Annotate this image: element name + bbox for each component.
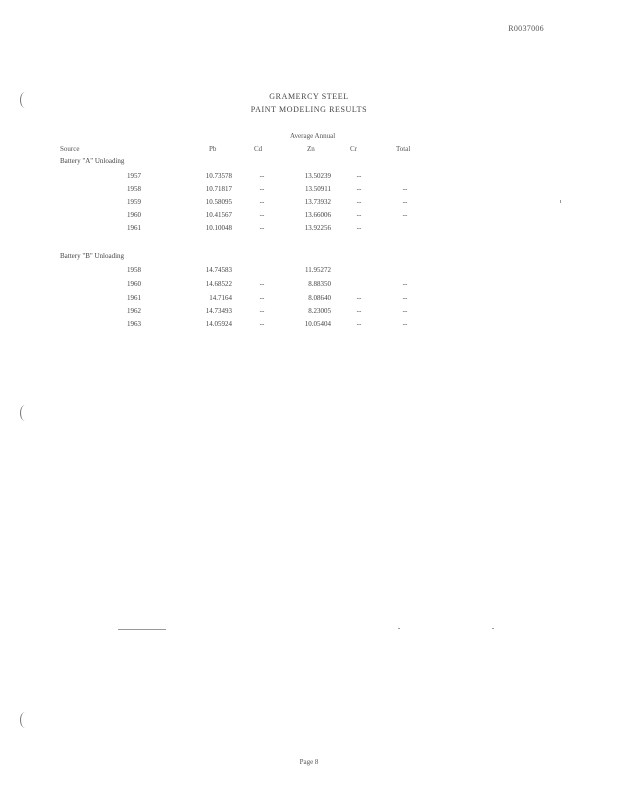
row-total: -- xyxy=(402,320,408,328)
title-line-1: GRAMERCY STEEL xyxy=(269,92,349,101)
row-cr: -- xyxy=(356,211,362,219)
row-zn: 13.66006 xyxy=(304,211,331,219)
row-zn: 13.73932 xyxy=(304,198,331,206)
row-pb: 14.74583 xyxy=(205,266,232,274)
column-header-zn: Zn xyxy=(307,145,315,153)
row-year: 1960 xyxy=(127,280,141,288)
row-total: -- xyxy=(402,198,408,206)
row-cd: -- xyxy=(259,307,265,315)
row-cr: -- xyxy=(356,172,362,180)
row-pb: 14.73493 xyxy=(205,307,232,315)
row-cd: -- xyxy=(259,198,265,206)
row-cr: -- xyxy=(356,185,362,193)
row-pb: 10.73578 xyxy=(205,172,232,180)
row-year: 1962 xyxy=(127,307,141,315)
scan-speck xyxy=(398,628,400,629)
row-zn: 8.08640 xyxy=(308,294,331,302)
row-pb: 14.68522 xyxy=(205,280,232,288)
binder-hole-mark xyxy=(20,712,30,728)
row-year: 1959 xyxy=(127,198,141,206)
row-cr: -- xyxy=(356,320,362,328)
row-year: 1961 xyxy=(127,224,141,232)
row-cr: -- xyxy=(356,294,362,302)
row-pb: 14.7164 xyxy=(209,294,232,302)
column-header-source: Source xyxy=(60,145,80,153)
row-year: 1961 xyxy=(127,294,141,302)
row-zn: 10.05404 xyxy=(304,320,331,328)
row-cr: -- xyxy=(356,224,362,232)
row-cd: -- xyxy=(259,185,265,193)
row-cd: -- xyxy=(259,320,265,328)
row-total: -- xyxy=(402,294,408,302)
row-pb: 10.41567 xyxy=(205,211,232,219)
group-label-battery-a: Battery "A" Unloading xyxy=(60,157,125,165)
row-year: 1963 xyxy=(127,320,141,328)
row-zn: 13.92256 xyxy=(304,224,331,232)
row-zn: 13.50239 xyxy=(304,172,331,180)
row-zn: 8.88350 xyxy=(308,280,331,288)
row-year: 1958 xyxy=(127,266,141,274)
row-total: -- xyxy=(402,211,408,219)
page-number: Page 8 xyxy=(299,758,319,766)
row-year: 1960 xyxy=(127,211,141,219)
scan-speck xyxy=(492,628,494,629)
column-group-header: Average Annual xyxy=(290,132,336,140)
scan-speck xyxy=(560,200,561,203)
row-cd: -- xyxy=(259,172,265,180)
row-cd: -- xyxy=(259,224,265,232)
group-label-battery-b: Battery "B" Unloading xyxy=(60,252,125,260)
scan-speck xyxy=(118,629,166,630)
row-cd: -- xyxy=(259,280,265,288)
row-pb: 10.58095 xyxy=(205,198,232,206)
title-line-2: PAINT MODELING RESULTS xyxy=(250,105,368,114)
row-year: 1957 xyxy=(127,172,141,180)
row-pb: 10.10048 xyxy=(205,224,232,232)
row-cr: -- xyxy=(356,198,362,206)
row-zn: 11.95272 xyxy=(305,266,331,274)
row-total: -- xyxy=(402,185,408,193)
column-header-cd: Cd xyxy=(254,145,263,153)
row-zn: 8.23005 xyxy=(308,307,331,315)
row-year: 1958 xyxy=(127,185,141,193)
document-id: R0037006 xyxy=(508,24,544,33)
column-header-cr: Cr xyxy=(350,145,357,153)
column-header-pb: Pb xyxy=(209,145,217,153)
binder-hole-mark xyxy=(20,405,30,421)
row-cd: -- xyxy=(259,211,265,219)
binder-hole-mark xyxy=(20,92,30,108)
row-cr: -- xyxy=(356,307,362,315)
column-header-total: Total xyxy=(396,145,411,153)
row-pb: 10.71817 xyxy=(205,185,232,193)
row-cd: -- xyxy=(259,294,265,302)
row-total: -- xyxy=(402,307,408,315)
row-zn: 13.50911 xyxy=(305,185,331,193)
row-pb: 14.05924 xyxy=(205,320,232,328)
row-total: -- xyxy=(402,280,408,288)
